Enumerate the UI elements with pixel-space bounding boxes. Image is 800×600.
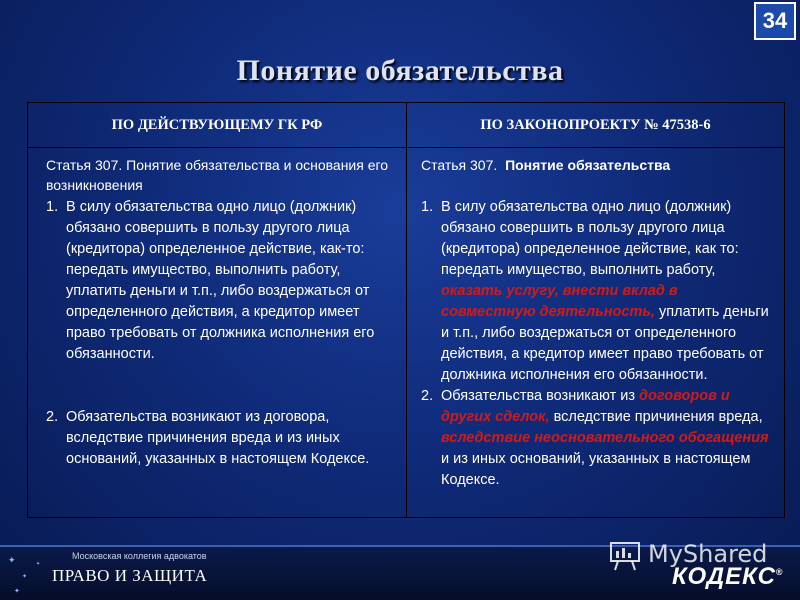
left-item-2-text: Обязательства возникают из договора, вследствие причинения вреда и из иных оснований, указанных в настоящем Кодексе. (66, 409, 370, 467)
right-item-2-text-a: Обязательства возникают из (441, 388, 636, 404)
right-item-1-text-a: В силу обязательства одно лицо (должник) обязано совершить в пользу другого лица (кредитора) определенное действие, как то: передать имущество, выполнить работу, (441, 199, 739, 278)
right-column-content (421, 155, 771, 491)
footer-bar: ✦ ✦ ✦ ✦ (0, 547, 800, 600)
page-title: Понятие обязательства (236, 54, 564, 87)
right-article-name: Понятие обязательства (505, 157, 671, 173)
presentation-board-icon (608, 539, 642, 571)
slide-number-badge: 34 (754, 2, 796, 40)
footer-brand: ПРАВО И ЗАЩИТА (52, 566, 208, 585)
right-item-2-highlight-1: договоров и других сделок, (441, 388, 730, 425)
left-item-1-text: В силу обязательства одно лицо (должник) обязано совершить в пользу другого лица (кредитора) определенное действие, как-то: передать имущество, выполнить работу, уплатить деньги и т.п., либо воздержаться от определенного действия, а кредитор имеет право требовать от должника исполнения его обязанности. (66, 199, 375, 362)
right-item-2 (421, 386, 771, 491)
left-column-header: ПО ДЕЙСТВУЮЩЕМУ ГК РФ (111, 116, 323, 133)
right-article-title (421, 155, 771, 197)
left-item-2-number: 2. (46, 409, 59, 425)
right-item-2-number: 2. (421, 388, 434, 404)
right-item-2-text-b: вследствие причинения вреда, (553, 409, 763, 425)
right-column-header: ПО ЗАКОНОПРОЕКТУ № 47538-6 (480, 116, 711, 133)
left-article-title: Статья 307. Понятие обязательства и основания его возникновения (46, 157, 389, 193)
right-item-1-highlight: оказать услугу, внести вклад в совместную деятельность, (441, 283, 678, 320)
right-item-1-text-b: уплатить деньги и т.п., либо воздержаться от определенного действия, а кредитор имеет право требовать от должника исполнения его обязанности. (441, 304, 769, 383)
watermark-text: MyShared (648, 540, 768, 568)
comparison-table (27, 102, 785, 518)
header-divider (28, 147, 784, 148)
kodeks-logo-text: КОДЕКС (672, 563, 776, 590)
footer-subtitle: Московская коллегия адвокатов (72, 551, 207, 561)
left-column-content (46, 155, 398, 470)
left-item-1 (46, 197, 398, 365)
kodeks-logo: КОДЕКС® (672, 563, 784, 590)
right-item-1-number: 1. (421, 199, 434, 215)
right-item-2-highlight-2: вследствие неосновательного обогащения (441, 430, 769, 446)
right-article-prefix: Статья 307. (421, 157, 498, 173)
right-item-2-text-c: и из иных оснований, указанных в настоящем Кодексе. (441, 451, 751, 488)
right-item-1 (421, 197, 771, 386)
left-item-2 (46, 407, 398, 470)
column-divider (406, 103, 407, 517)
left-item-1-number: 1. (46, 199, 59, 215)
